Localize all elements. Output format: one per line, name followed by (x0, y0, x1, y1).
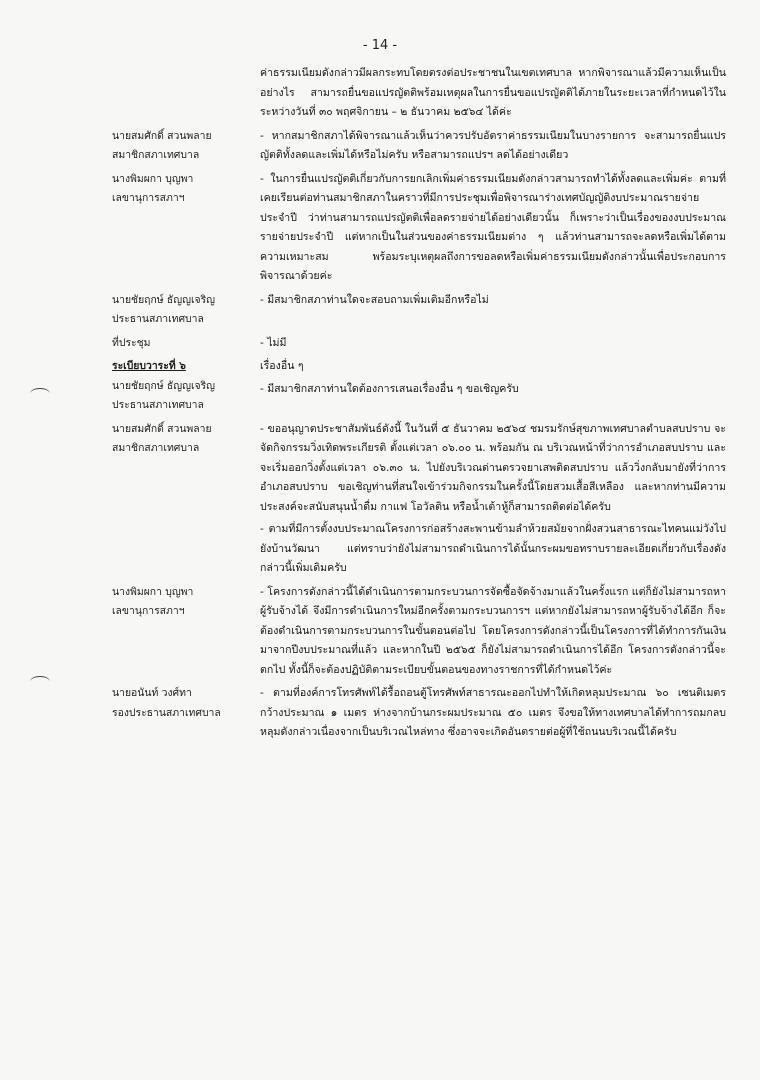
speaker-column (112, 357, 260, 416)
minutes-entry (112, 334, 726, 354)
speaker-role: ประธานสภาเทศบาล (112, 313, 204, 325)
statement-paragraph: - มีสมาชิกสภาท่านใดต้องการเสนอเรื่องอื่น ๆ ขอเชิญครับ (260, 382, 519, 395)
statement-paragraph: - หากสมาชิกสภาได้พิจารณาแล้วเห็นว่าควรปรับอัตราค่าธรรมเนียมในบางรายการ จะสามารถยื่นแปรญัตติทั้งลดและเพิ่มได้หรือไม่ครับ หรือสามารถแปรฯ ลดได้อย่างเดียว (260, 129, 726, 161)
speaker-column (112, 291, 260, 330)
statement-paragraph: ค่าธรรมเนียมดังกล่าวมีผลกระทบโดยตรงต่อประชาชนในเขตเทศบาล หากพิจารณาแล้วมีความเห็นเป็นอย่างไร สามารถยื่นขอแปรญัตติพร้อมเหตุผลในการยื่นขอแปรญัตติได้ภายในระยะเวลาที่กำหนดไว้ในระหว่างวันที่ ๓๐ พฤศจิกายน – ๒ ธันวาคม ๒๕๖๔ ได้ค่ะ (260, 67, 726, 118)
speaker-role: เลขานุการสภาฯ (112, 192, 185, 204)
speaker-column (112, 127, 260, 166)
minutes-entry (112, 684, 726, 743)
speaker-column (112, 170, 260, 287)
statement-paragraph: - ขออนุญาตประชาสัมพันธ์ดังนี้ ในวันที่ ๕ ธันวาคม ๒๕๖๔ ชมรมรักษ์สุขภาพเทศบาลตำบลสบปราบ จะจัดกิจกรรมวิ่งเทิดพระเกียรติ ตั้งแต่เวลา ๐๖.๐๐ น. พร้อมกัน ณ บริเวณหน้าที่ว่าการอำเภอสบปราบ และจะเริ่มออกวิ่งตั้งแต่เวลา ๐๖.๓๐ น. ไปยังบริเวณด่านตรวจยาเสพติดสบปราบ แล้ววิ่งกลับมายังที่ว่าการอำเภอสบปราบ ขอเชิญท่านที่สนใจเข้าร่วมกิจกรรมในครั้งนี้โดยสวมเสื้อสีเหลือง และหากท่านมีความประสงค์จะสนับสนุนน้ำดื่ม กาแฟ โอวัลติน หรือน้ำเต้าหู้ก็สามารถติดต่อได้ครับ (260, 422, 726, 513)
statement-text (260, 583, 726, 681)
minutes-entry (112, 127, 726, 166)
speaker-role: เลขานุการสภาฯ (112, 605, 185, 617)
statement-paragraph: - ตามที่องค์การโทรศัพท์ได้รื้อถอนตู้โทรศัพท์สาธารณะออกไปทำให้เกิดหลุมประมาณ ๖๐ เซนติเมตร กว้างประมาณ ๑ เมตร ห่างจากบ้านกระผมประมาณ ๕๐ เมตร จึงขอให้ทางเทศบาลได้ทำการถมกลบหลุมดังกล่าวเนื่องจากเป็นบริเวณไหล่ทาง ซึ่งอาจจะเกิดอันตรายต่อผู้ที่ใช้ถนนบริเวณนี้ได้ครับ (260, 687, 726, 738)
punch-hole-mark (30, 388, 50, 399)
statement-text (260, 420, 726, 579)
speaker-name: นายอนันท์ วงศ์ทา (112, 687, 192, 699)
speaker-role: รองประธานสภาเทศบาล (112, 706, 221, 719)
statement-text (260, 357, 726, 416)
statement-text (260, 170, 726, 287)
speaker-name: นายสมศักดิ์ สวนพลาย (112, 422, 212, 435)
speaker-column (112, 583, 260, 681)
statement-text (260, 127, 726, 166)
minutes-body (112, 64, 726, 747)
speaker-name: ที่ประชุม (112, 336, 151, 349)
punch-hole-mark (30, 676, 50, 687)
agenda-heading: ระเบียบวาระที่ ๖ (112, 360, 186, 372)
statement-text (260, 334, 726, 354)
statement-paragraph: - มีสมาชิกสภาท่านใดจะสอบถามเพิ่มเติมอีกหรือไม่ (260, 293, 489, 306)
speaker-role: ประธานสภาเทศบาล (112, 399, 204, 411)
speaker-column (112, 420, 260, 579)
minutes-entry (112, 357, 726, 416)
statement-paragraph: - ตามที่มีการตั้งงบประมาณโครงการก่อสร้างสะพานข้ามลำห้วยสมัยจากฝั่งสวนสาธารณะไทคนแม่วังไปยังบ้านวัฒนา แต่ทราบว่ายังไม่สามารถดำเนินการได้นั้นกระผมขอทราบรายละเอียดเกี่ยวกับเรื่องดังกล่าวนี้เพิ่มเติมครับ (260, 523, 726, 574)
minutes-entry (112, 291, 726, 330)
statement-text (260, 64, 726, 123)
speaker-role: สมาชิกสภาเทศบาล (112, 149, 200, 161)
speaker-name: นายชัยฤกษ์ ธัญญเจริญ (112, 293, 216, 306)
statement-text (260, 291, 726, 330)
page-number: - 14 - (362, 38, 398, 53)
minutes-entry (112, 583, 726, 681)
statement-paragraph: - โครงการดังกล่าวนี้ได้ดำเนินการตามกระบวนการจัดซื้อจัดจ้างมาแล้วในครั้งแรก แต่ก็ยังไม่สามารถหาผู้รับจ้างได้ จึงมีการดำเนินการใหม่อีกครั้งตามกระบวนการฯ แต่หากยังไม่สามารถหาผู้รับจ้างได้อีก ก็จะต้องดำเนินการตามกระบวนการในขั้นตอนต่อไป โดยโครงการดังกล่าวนี้เป็นโครงการที่ได้ทำการกันเงินมาจากปีงบประมาณที่แล้ว และหากในปี ๒๕๖๕ ก็ยังไม่สามารถดำเนินการได้อีก โครงการดังกล่าวนี้จะตกไป ทั้งนี้ก็จะต้องปฏิบัติตามระเบียบขั้นตอนของทางราชการที่ได้กำหนดไว้ค่ะ (260, 585, 726, 676)
minutes-entry (112, 170, 726, 287)
speaker-column (112, 64, 260, 123)
statement-paragraph: เรื่องอื่น ๆ (260, 360, 304, 372)
minutes-entry (112, 64, 726, 123)
statement-paragraph: - ในการยื่นแปรญัตติเกี่ยวกับการยกเลิกเพิ่มค่าธรรมเนียมดังกล่าวสามารถทำได้ทั้งลดและเพิ่มค่ะ ตามที่เคยเรียนต่อท่านสมาชิกสภาในคราวที่มีการประชุมเพื่อพิจารณาร่างเทศบัญญัติงบประมาณรายจ่ายประจำปี ว่าท่านสามารถแปรญัตติเพื่อลดรายจ่ายได้อย่างเดียวนั้น ก็เพราะว่าเป็นเรื่องของงบประมาณรายจ่ายประจำปี แต่หากเป็นในส่วนของค่าธรรมเนียมต่าง ๆ แล้วท่านสามารถจะลดหรือเพิ่มได้ตามความเหมาะสม พร้อมระบุเหตุผลถึงการขอลดหรือเพิ่มค่าธรรมเนียมดังกล่าวนั้นเพื่อประกอบการพิจารณาด้วยค่ะ (260, 172, 726, 282)
statement-paragraph: - ไม่มี (260, 336, 287, 349)
minutes-entry (112, 420, 726, 579)
speaker-column (112, 684, 260, 743)
speaker-name: นางพิมผกา บุญพา (112, 585, 194, 598)
speaker-name: นายชัยฤกษ์ ธัญญเจริญ (112, 379, 216, 392)
speaker-role: สมาชิกสภาเทศบาล (112, 442, 200, 454)
speaker-name: นายสมศักดิ์ สวนพลาย (112, 129, 212, 142)
speaker-column (112, 334, 260, 354)
speaker-name: นางพิมผกา บุญพา (112, 172, 194, 185)
statement-text (260, 684, 726, 743)
